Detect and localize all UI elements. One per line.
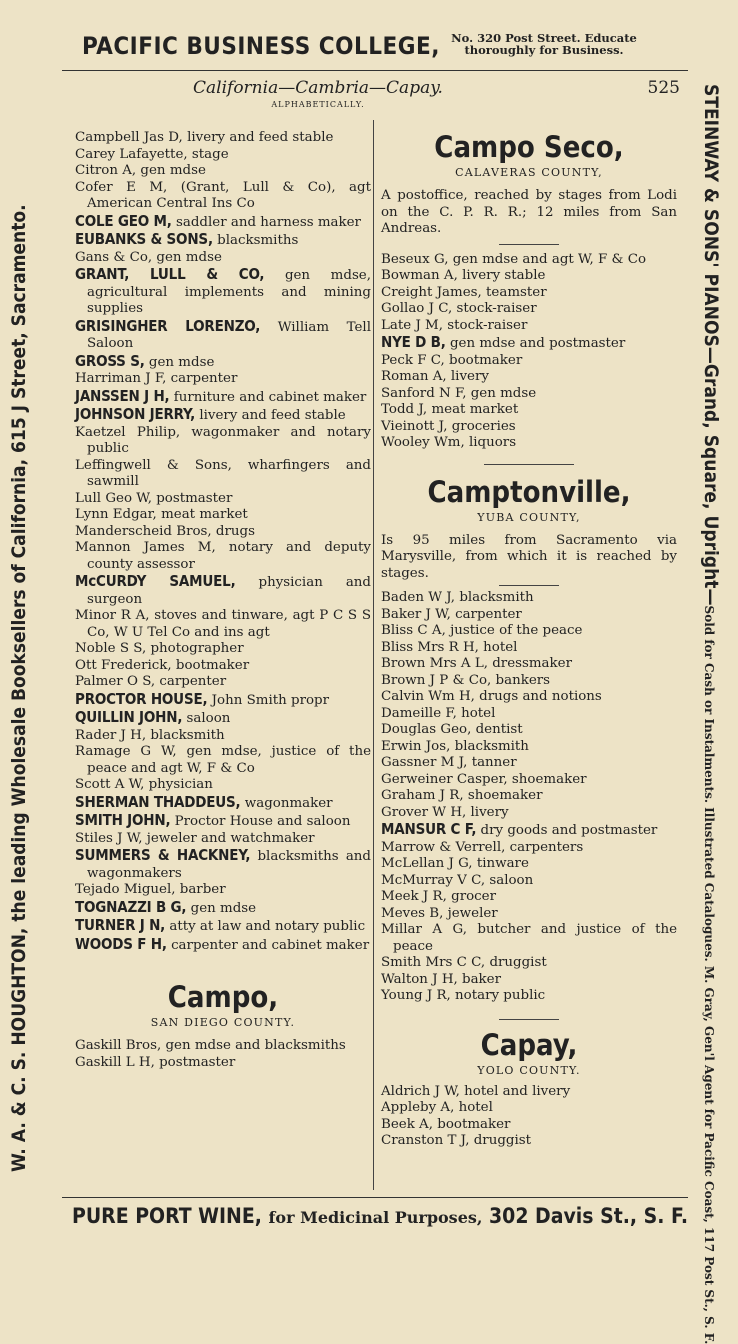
directory-entry bbox=[381, 301, 677, 318]
entry-text: Gerweiner Casper, shoemaker bbox=[381, 771, 587, 787]
column-divider bbox=[373, 120, 374, 1190]
entry-text: Citron A, gen mdse bbox=[75, 163, 206, 178]
directory-entry bbox=[381, 252, 677, 269]
entry-text: Ramage G W, gen mdse, justice of the peace and agt W, F & Co bbox=[75, 744, 371, 776]
divider bbox=[484, 464, 574, 465]
divider bbox=[499, 585, 559, 586]
county-name: YOLO COUNTY. bbox=[477, 1063, 581, 1077]
entry-text: gen mdse bbox=[190, 900, 257, 916]
directory-entry bbox=[381, 1133, 677, 1150]
divider bbox=[499, 1019, 559, 1020]
directory-entry bbox=[75, 388, 371, 407]
entry-text: Mannon James M, notary and deputy county assessor bbox=[75, 540, 371, 572]
entry-text: Cofer E M, (Grant, Lull & Co), agt American Central Ins Co bbox=[75, 179, 371, 211]
alphabetically-label: ALPHABETICALLY. bbox=[271, 100, 365, 109]
entry-text: Palmer O S, carpenter bbox=[75, 674, 227, 689]
entry-name: QUILLIN JOHN, bbox=[75, 708, 183, 726]
directory-entry bbox=[75, 1055, 371, 1072]
directory-entry bbox=[75, 406, 371, 425]
entry-text: Gaskill Bros, gen mdse and blacksmiths bbox=[75, 1038, 346, 1053]
entry-text: Grover W H, livery bbox=[381, 804, 509, 820]
directory-entry bbox=[381, 739, 677, 756]
directory-entry bbox=[75, 777, 371, 794]
directory-entry bbox=[381, 1084, 677, 1101]
entry-text: Leffingwell & Sons, wharfingers and sawmill bbox=[75, 457, 371, 489]
entry-text: atty at law and notary public bbox=[169, 919, 366, 934]
entry-text: Gassner M J, tanner bbox=[381, 755, 517, 770]
entry-text: McLellan J G, tinware bbox=[381, 856, 529, 871]
town-name: Campo Seco, bbox=[434, 130, 624, 164]
entry-text: Gans & Co, gen mdse bbox=[75, 249, 222, 265]
directory-entry bbox=[381, 840, 677, 857]
top-ad-main: PACIFIC BUSINESS COLLEGE, bbox=[82, 32, 440, 60]
entry-text: Carey Lafayette, stage bbox=[75, 146, 229, 162]
entry-text: blacksmiths bbox=[217, 233, 299, 248]
entry-text: Creight James, teamster bbox=[381, 284, 547, 300]
directory-entry bbox=[75, 213, 371, 232]
directory-entry bbox=[381, 906, 677, 923]
directory-entry bbox=[381, 972, 677, 989]
directory-entry bbox=[75, 573, 371, 608]
bottom-ad-part3: 302 Davis St., S. F. bbox=[489, 1204, 689, 1228]
entry-text: Lynn Edgar, meat market bbox=[75, 507, 248, 522]
directory-entry bbox=[75, 936, 371, 955]
directory-entry bbox=[381, 955, 677, 972]
entry-name: GRISINGHER LORENZO, bbox=[75, 316, 261, 335]
right-column bbox=[381, 130, 677, 1150]
directory-entry bbox=[75, 691, 371, 710]
entry-name: SMITH JOHN, bbox=[75, 811, 171, 829]
entry-name: TURNER J N, bbox=[75, 916, 166, 934]
entry-text: Baden W J, blacksmith bbox=[381, 590, 534, 605]
directory-entry bbox=[381, 435, 677, 452]
directory-entry bbox=[381, 873, 677, 890]
directory-entry bbox=[381, 656, 677, 673]
entry-text: Minor R A, stoves and tinware, agt P C S S Co, W U Tel Co and ins agt bbox=[75, 608, 371, 640]
directory-entry bbox=[381, 590, 677, 607]
directory-entry bbox=[381, 369, 677, 386]
directory-entry bbox=[381, 268, 677, 285]
camptonville-entries bbox=[381, 590, 677, 1005]
directory-entry bbox=[75, 147, 371, 164]
entry-text: Gaskill L H, postmaster bbox=[75, 1054, 236, 1070]
directory-entry bbox=[381, 386, 677, 403]
directory-entry bbox=[381, 419, 677, 436]
directory-entry bbox=[75, 425, 371, 458]
entry-name: McCURDY SAMUEL, bbox=[75, 572, 236, 590]
town-description: Is 95 miles from Sacramento via Marysville, from which it is reached by stages. bbox=[381, 532, 677, 581]
directory-entry bbox=[75, 458, 371, 491]
page-header bbox=[68, 78, 680, 108]
county-name: CALAVERAS COUNTY, bbox=[455, 166, 603, 179]
entry-text: carpenter and cabinet maker bbox=[171, 937, 370, 953]
directory-entry bbox=[75, 1038, 371, 1055]
entry-text: Douglas Geo, dentist bbox=[381, 722, 523, 737]
entry-name: MANSUR C F, bbox=[381, 820, 477, 838]
entry-text: Erwin Jos, blacksmith bbox=[381, 738, 529, 754]
entry-text: Vieinott J, groceries bbox=[381, 418, 516, 434]
campo-seco-entries bbox=[381, 252, 677, 452]
entry-text: wagonmaker bbox=[244, 795, 333, 811]
entry-text: Lull Geo W, postmaster bbox=[75, 490, 233, 506]
directory-entry bbox=[75, 794, 371, 813]
directory-entry bbox=[381, 623, 677, 640]
entry-text: Young J R, notary public bbox=[381, 988, 546, 1003]
entry-text: Meves B, jeweler bbox=[381, 905, 498, 921]
directory-entry bbox=[381, 1100, 677, 1117]
directory-entry bbox=[381, 334, 677, 353]
directory-entry bbox=[75, 882, 371, 899]
directory-entry bbox=[75, 180, 371, 213]
directory-entry bbox=[75, 266, 371, 318]
entry-name: TOGNAZZI B G, bbox=[75, 897, 187, 916]
directory-entry bbox=[381, 640, 677, 657]
entry-name: SHERMAN THADDEUS, bbox=[75, 792, 241, 811]
entry-text: Appleby A, hotel bbox=[381, 1100, 493, 1115]
entry-text: Rader J H, blacksmith bbox=[75, 727, 225, 743]
right-margin-advertisement bbox=[700, 84, 722, 1344]
right-ad-main: STEINWAY & SONS' PIANOS—Grand, Square, Upright— bbox=[700, 84, 722, 606]
county-name: SAN DIEGO COUNTY. bbox=[150, 1016, 296, 1029]
directory-entry bbox=[75, 847, 371, 882]
directory-entry bbox=[75, 641, 371, 658]
left-column bbox=[75, 130, 371, 1071]
entry-text: Ott Frederick, bootmaker bbox=[75, 657, 250, 673]
entry-name: COLE GEO M, bbox=[75, 211, 172, 230]
entry-text: Stiles J W, jeweler and watchmaker bbox=[75, 830, 315, 846]
directory-entry bbox=[381, 402, 677, 419]
county-name: YUBA COUNTY, bbox=[477, 510, 581, 524]
top-ad-small-line1: No. 320 Post Street. Educate bbox=[451, 31, 637, 45]
left-margin-advertisement: W. A. & C. S. HOUGHTON, the leading Wholesale Booksellers of California, 615 J Street, Sacramento. bbox=[8, 204, 30, 1172]
directory-entry bbox=[381, 318, 677, 335]
directory-entry bbox=[75, 524, 371, 541]
entry-text: Bliss C A, justice of the peace bbox=[381, 623, 583, 638]
bottom-rule bbox=[62, 1197, 688, 1198]
directory-entry bbox=[75, 507, 371, 524]
directory-entry bbox=[75, 899, 371, 918]
entry-text: Late J M, stock-raiser bbox=[381, 317, 528, 333]
entry-text: Tejado Miguel, barber bbox=[75, 882, 226, 897]
directory-entry bbox=[381, 788, 677, 805]
entry-name: GROSS S, bbox=[75, 351, 145, 370]
entry-text: Proctor House and saloon bbox=[174, 814, 351, 829]
directory-entry bbox=[381, 706, 677, 723]
directory-entry bbox=[381, 285, 677, 302]
entry-text: Beek A, bootmaker bbox=[381, 1116, 511, 1132]
entry-text: McMurray V C, saloon bbox=[381, 872, 534, 888]
bottom-ad-part2: for Medicinal Purposes, bbox=[268, 1208, 483, 1227]
entry-text: William Tell Saloon bbox=[87, 319, 371, 351]
bottom-advertisement bbox=[72, 1204, 692, 1228]
entry-text: John Smith propr bbox=[211, 692, 330, 708]
directory-entry bbox=[381, 689, 677, 706]
entry-text: Aldrich J W, hotel and livery bbox=[381, 1083, 571, 1099]
entry-text: Dameille F, hotel bbox=[381, 705, 496, 721]
entry-text: Brown Mrs A L, dressmaker bbox=[381, 656, 572, 671]
directory-entry bbox=[75, 231, 371, 250]
directory-entry bbox=[381, 755, 677, 772]
entry-text: Beseux G, gen mdse and agt W, F & Co bbox=[381, 251, 647, 267]
entry-text: Bliss Mrs R H, hotel bbox=[381, 639, 518, 655]
directory-entry bbox=[381, 805, 677, 822]
entry-text: Kaetzel Philip, wagonmaker and notary public bbox=[75, 424, 371, 456]
entry-name: JANSSEN J H, bbox=[75, 386, 170, 405]
entry-text: gen mdse bbox=[148, 354, 215, 370]
entry-text: Calvin Wm H, drugs and notions bbox=[381, 689, 602, 704]
entry-text: Peck F C, bootmaker bbox=[381, 352, 523, 368]
campo-entries bbox=[75, 1038, 371, 1071]
town-name: Capay, bbox=[480, 1027, 578, 1062]
directory-entry bbox=[75, 831, 371, 848]
top-ad-small-line2: thoroughly for Business. bbox=[464, 43, 624, 57]
directory-entry bbox=[381, 722, 677, 739]
directory-entry bbox=[381, 772, 677, 789]
entry-text: blacksmiths and wagonmakers bbox=[87, 849, 371, 881]
top-ad-small bbox=[410, 32, 678, 56]
top-rule bbox=[62, 70, 688, 71]
entry-name: EUBANKS & SONS, bbox=[75, 230, 213, 248]
entry-text: Brown J P & Co, bankers bbox=[381, 672, 551, 688]
entry-text: Marrow & Verrell, carpenters bbox=[381, 839, 584, 855]
entry-text: Noble S S, photographer bbox=[75, 641, 244, 656]
town-description: A postoffice, reached by stages from Lodi on the C. P. R. R.; 12 miles from San Andreas. bbox=[381, 188, 677, 236]
directory-entry bbox=[381, 889, 677, 906]
directory-entry bbox=[381, 1117, 677, 1134]
directory-entry bbox=[381, 922, 677, 955]
directory-entry bbox=[75, 709, 371, 728]
entry-text: saloon bbox=[186, 711, 231, 726]
entry-text: Wooley Wm, liquors bbox=[381, 435, 517, 450]
entry-text: gen mdse, agricultural implements and mining supplies bbox=[87, 268, 371, 316]
directory-entry bbox=[75, 674, 371, 691]
entry-text: Campbell Jas D, livery and feed stable bbox=[75, 130, 334, 145]
entry-name: PROCTOR HOUSE, bbox=[75, 689, 208, 708]
entry-text: livery and feed stable bbox=[199, 408, 346, 423]
directory-entry bbox=[75, 728, 371, 745]
directory-entry bbox=[381, 856, 677, 873]
divider bbox=[499, 244, 559, 245]
entry-text: dry goods and postmaster bbox=[480, 823, 658, 838]
directory-entry bbox=[381, 673, 677, 690]
entry-text: gen mdse and postmaster bbox=[449, 336, 626, 351]
entry-text: Smith Mrs C C, druggist bbox=[381, 955, 547, 970]
directory-entry bbox=[75, 917, 371, 936]
entry-text: physician and surgeon bbox=[87, 575, 371, 607]
directory-entry bbox=[381, 821, 677, 840]
entry-text: Walton J H, baker bbox=[381, 971, 501, 987]
entry-name: NYE D B, bbox=[381, 333, 446, 351]
directory-entry bbox=[75, 608, 371, 641]
entry-name: WOODS F H, bbox=[75, 934, 167, 953]
directory-entry bbox=[75, 658, 371, 675]
directory-entry bbox=[381, 988, 677, 1005]
entry-text: Graham J R, shoemaker bbox=[381, 788, 543, 803]
directory-entry bbox=[75, 130, 371, 147]
entry-text: Harriman J F, carpenter bbox=[75, 371, 238, 386]
directory-entry bbox=[381, 607, 677, 624]
top-advertisement bbox=[60, 28, 700, 68]
running-title: California—Cambria—Capay. bbox=[193, 78, 443, 98]
right-ad-small: Sold for Cash or Instalments. Illustrated Catalogues. M. Gray, Gen'l Agent for Pacific Coast, 117 Post St., S. F. bbox=[702, 605, 716, 1344]
directory-entry bbox=[75, 163, 371, 180]
entry-text: Roman A, livery bbox=[381, 369, 489, 384]
entry-text: saddler and harness maker bbox=[175, 214, 361, 230]
directory-entry bbox=[75, 491, 371, 508]
entry-text: Baker J W, carpenter bbox=[381, 606, 522, 622]
town-name: Camptonville, bbox=[427, 474, 631, 509]
entry-text: Todd J, meat market bbox=[381, 402, 519, 417]
directory-entry bbox=[75, 353, 371, 372]
entry-text: Manderscheid Bros, drugs bbox=[75, 523, 255, 539]
left-entries bbox=[75, 130, 371, 954]
entry-text: Millar A G, butcher and justice of the peace bbox=[381, 922, 677, 954]
page-number: 525 bbox=[647, 78, 680, 98]
entry-text: Sanford N F, gen mdse bbox=[381, 385, 537, 401]
entry-name: JOHNSON JERRY, bbox=[75, 405, 196, 423]
directory-entry bbox=[75, 250, 371, 267]
bottom-ad-part1: PURE PORT WINE, bbox=[72, 1204, 262, 1228]
directory-entry bbox=[75, 744, 371, 777]
directory-entry bbox=[75, 318, 371, 353]
entry-text: Bowman A, livery stable bbox=[381, 268, 546, 283]
entry-text: Meek J R, grocer bbox=[381, 889, 497, 904]
directory-entry bbox=[75, 540, 371, 573]
entry-name: GRANT, LULL & CO, bbox=[75, 265, 265, 283]
directory-entry bbox=[75, 371, 371, 388]
entry-text: Cranston T J, druggist bbox=[381, 1133, 532, 1148]
entry-name: SUMMERS & HACKNEY, bbox=[75, 846, 251, 864]
directory-entry bbox=[381, 353, 677, 370]
entry-text: Scott A W, physician bbox=[75, 777, 213, 792]
entry-text: furniture and cabinet maker bbox=[173, 389, 367, 405]
capay-entries bbox=[381, 1084, 677, 1150]
directory-entry bbox=[75, 812, 371, 831]
town-name: Campo, bbox=[167, 980, 279, 1014]
entry-text: Gollao J C, stock-raiser bbox=[381, 301, 537, 316]
